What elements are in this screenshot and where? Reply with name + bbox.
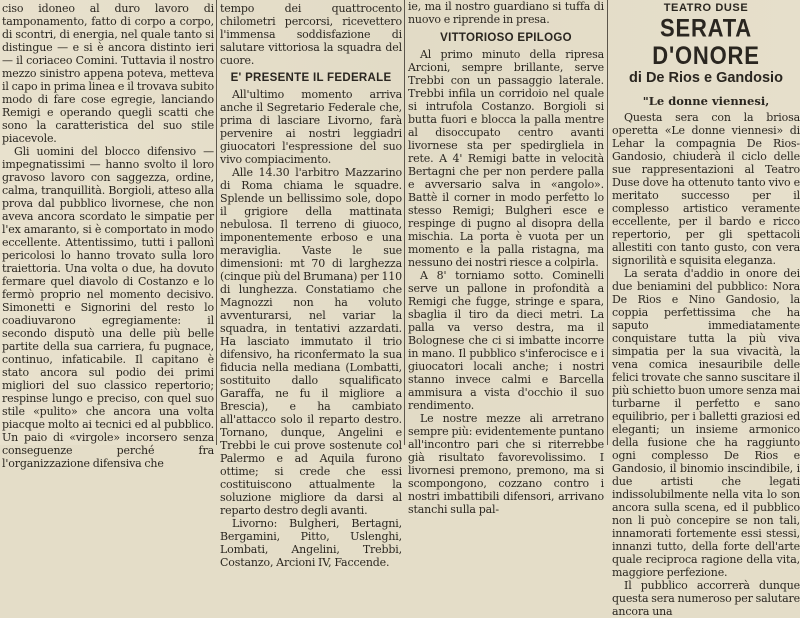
article-paragraph: Alle 14.30 l'arbitro Mazzarino di Roma chiama le squadre. Splende un bellissimo sole, dopo il grigiore della mattinata nebulosa. Il terreno di giuoco, imponentemente erboso e una meraviglia. Vaste le sue dimensioni: mt 70 di larghezza (cinque più del Brumana) per 110 di lunghezza. Constatiamo che Magnozzi non ha voluto avventurarsi, nel variar la squadra, in tentativi azzardati. Ha lasciato immutato il trio difensivo, ha riconfermato la sua fiducia nella mediana (Lombatti, sostituito dallo squalificato Garaffa, ne fu il migliore a Brescia), e ha cambiato all'attacco solo il reparto destro. Tornano, dunque, Angelini e Trebbi le cui prove sostenute col Palermo e ad Aquila furono ottime; si crede che essi costituiscono attualmente la soluzione migliore da darsi al reparto destro degli avanti. [220, 166, 402, 517]
article-paragraph: La serata d'addio in onore dei due beniamini del pubblico: Nora De Rios e Nino Gandosio, la coppia perfettissima che ha saputo immediatamente conquistare tutta la più viva simpatia per la sua vivacità, la vena comica inesauribile delle felici trovate che sanno suscitare il più schietto buon umore senza mai turbarne il perfetto e sano equilibrio, per i balletti graziosi ed eleganti; un insieme armonico della fusione che ha raggiunto ogni complesso De Rios e Gandosio, il binomio inscindibile, i due artisti che legati indissolubilmente nella vita lo son ancora sulla scena, ed il pubblico non li può concepire se non tali, innamorati fortemente essi stessi, innanzi tutto, della forte dell'arte quale reciproca ragione della vita, maggiore perfezione. [612, 267, 800, 579]
column-divider [404, 0, 405, 445]
article-paragraph: All'ultimo momento arriva anche il Segretario Federale che, prima di lasciare Livorno, farà pervenire ai nostri leggiadri giuocatori l'espressione del suo vivo compiacimento. [220, 88, 402, 166]
column-divider [607, 0, 608, 445]
article-paragraph: Questa sera con la briosa operetta «Le donne viennesi» di Lehar la compagnia De Rios-Gandosio, chiuderà il ciclo delle sue rappresentazioni al Teatro Duse dove ha ottenuto tanto vivo e meritato successo per il complesso artistico veramente eccellente, per il bardo e ricco repertorio, per gli spettacoli allestiti con tanto gusto, con vera signorilità e squisita eleganza. [612, 111, 800, 267]
article-paragraph: Gli uomini del blocco difensivo — impegnatissimi — hanno svolto il loro gravoso lavoro con saggezza, ordine, calma, tranquillità. Borgioli, atteso alla prova dal pubblico livornese, che non aveva ancora scordato le simpatie per l'ex amaranto, si è comportato in modo eccellente. Attentissimo, tutti i pallonì pericolosi lo hanno trovato sulla loro traiettoria. Una volta o due, ha dovuto fermare quel diavolo di Costanzo e lo fermò proprio nel momento decisivo. Simonetti e Signorini del resto lo coadiuvarono egregiamente: il secondo disputò una delle più belle partite della sua carriera, fu pugnace, continuo, infaticabile. Il capitano è stato ancora sul podio dei primi migliori del suo classico repertorio; respinse lungo e preciso, con quel suo stile «pulito» che ancora una volta piacque molto ai tecnici ed al pubblico. Un paio di «virgole» incorsero senza conseguenze perché fra l'organizzazione difensiva che [2, 145, 214, 470]
article-paragraph: Le nostre mezze ali arretrano sempre più: evidentemente puntano all'incontro pari che si riterrebbe già risultato favorevolissimo. I livornesi premono, premono, ma si scompongono, cozzano contro i nostri imbattibili difensori, arrivano stanchi sulla pal- [408, 412, 604, 516]
theatre-name: TEATRO DUSE [663, 2, 749, 14]
article-title: SERATA D'ONORE [652, 13, 760, 70]
section-heading: E' PRESENTE IL FEDERALE [230, 72, 392, 84]
article-paragraph: ciso idoneo al duro lavoro di tamponamento, fatto di corpo a corpo, di scontri, di energia, nel quale tanto si distingue — e si è ancora distinto ieri — il coriaceo Comini. Tuttavia il nostro mezzo sinistro appena poteva, metteva il capo in prima linea e il trovava subito modo di fare cose egregie, lanciando Remigi e operando quegli scatti che sono la caratteristica del suo stile piacevole. [2, 2, 214, 145]
section-heading: VITTORIOSO EPILOGO [440, 32, 572, 44]
article-paragraph: Al primo minuto della ripresa Arcioni, sempre brillante, serve Trebbi con un passaggio laterale. Trebbi infila un corridoio nel quale si intrufola Costanzo. Borgioli si butta fuori e blocca la palla mentre al disoccupato centro avanti livornese sta per spedirgliela in rete. A 4' Remigi batte in velocità Bertagni che per non perdere palla e avversario salva in «angolo». Battè il corner in modo perfetto lo stesso Remigi; Bulgheri esce e respinge di pugno al disopra della mischia. La porta è vuota per un momento e la palla ristagna, ma nessuno dei nostri riesce a colpirla. [408, 48, 604, 269]
operetta-title: "Le donne viennesi, [642, 94, 770, 108]
column-divider [216, 0, 217, 445]
column-1 [2, 0, 214, 470]
article-paragraph: tempo dei quattrocento chilometri percorsi, ricevettero l'immensa soddisfazione di salutare vittoriosa la squadra del cuore. [220, 2, 402, 67]
lineup-paragraph: Livorno: Bulgheri, Bertagni, Bergamini, Pitto, Uslenghi, Lombati, Angelini, Trebbi, Costanzo, Arcioni IV, Faccende. [220, 517, 402, 569]
column-2 [220, 0, 402, 569]
column-3 [408, 0, 604, 516]
article-paragraph: ie, ma il nostro guardiano si tuffa di nuovo e riprende in presa. [408, 0, 604, 26]
article-subtitle: di De Rios e Gandosio [629, 70, 783, 86]
article-paragraph: Il pubblico accorrerà dunque questa sera numeroso per salutare ancora una [612, 579, 800, 618]
article-paragraph: A 8' torniamo sotto. Cominelli serve un pallone in profondità a Remigi che fugge, stringe e spara, sbaglia il tiro da dieci metri. La palla va verso destra, ma il Bolognese che ci si imbatte incorre in mano. Il pubblico s'inferocisce e i giuocatori locali anche; i nostri stanno invece calmi e Barcella ammisura a vista d'occhio il suo rendimento. [408, 269, 604, 412]
column-4 [612, 0, 800, 618]
